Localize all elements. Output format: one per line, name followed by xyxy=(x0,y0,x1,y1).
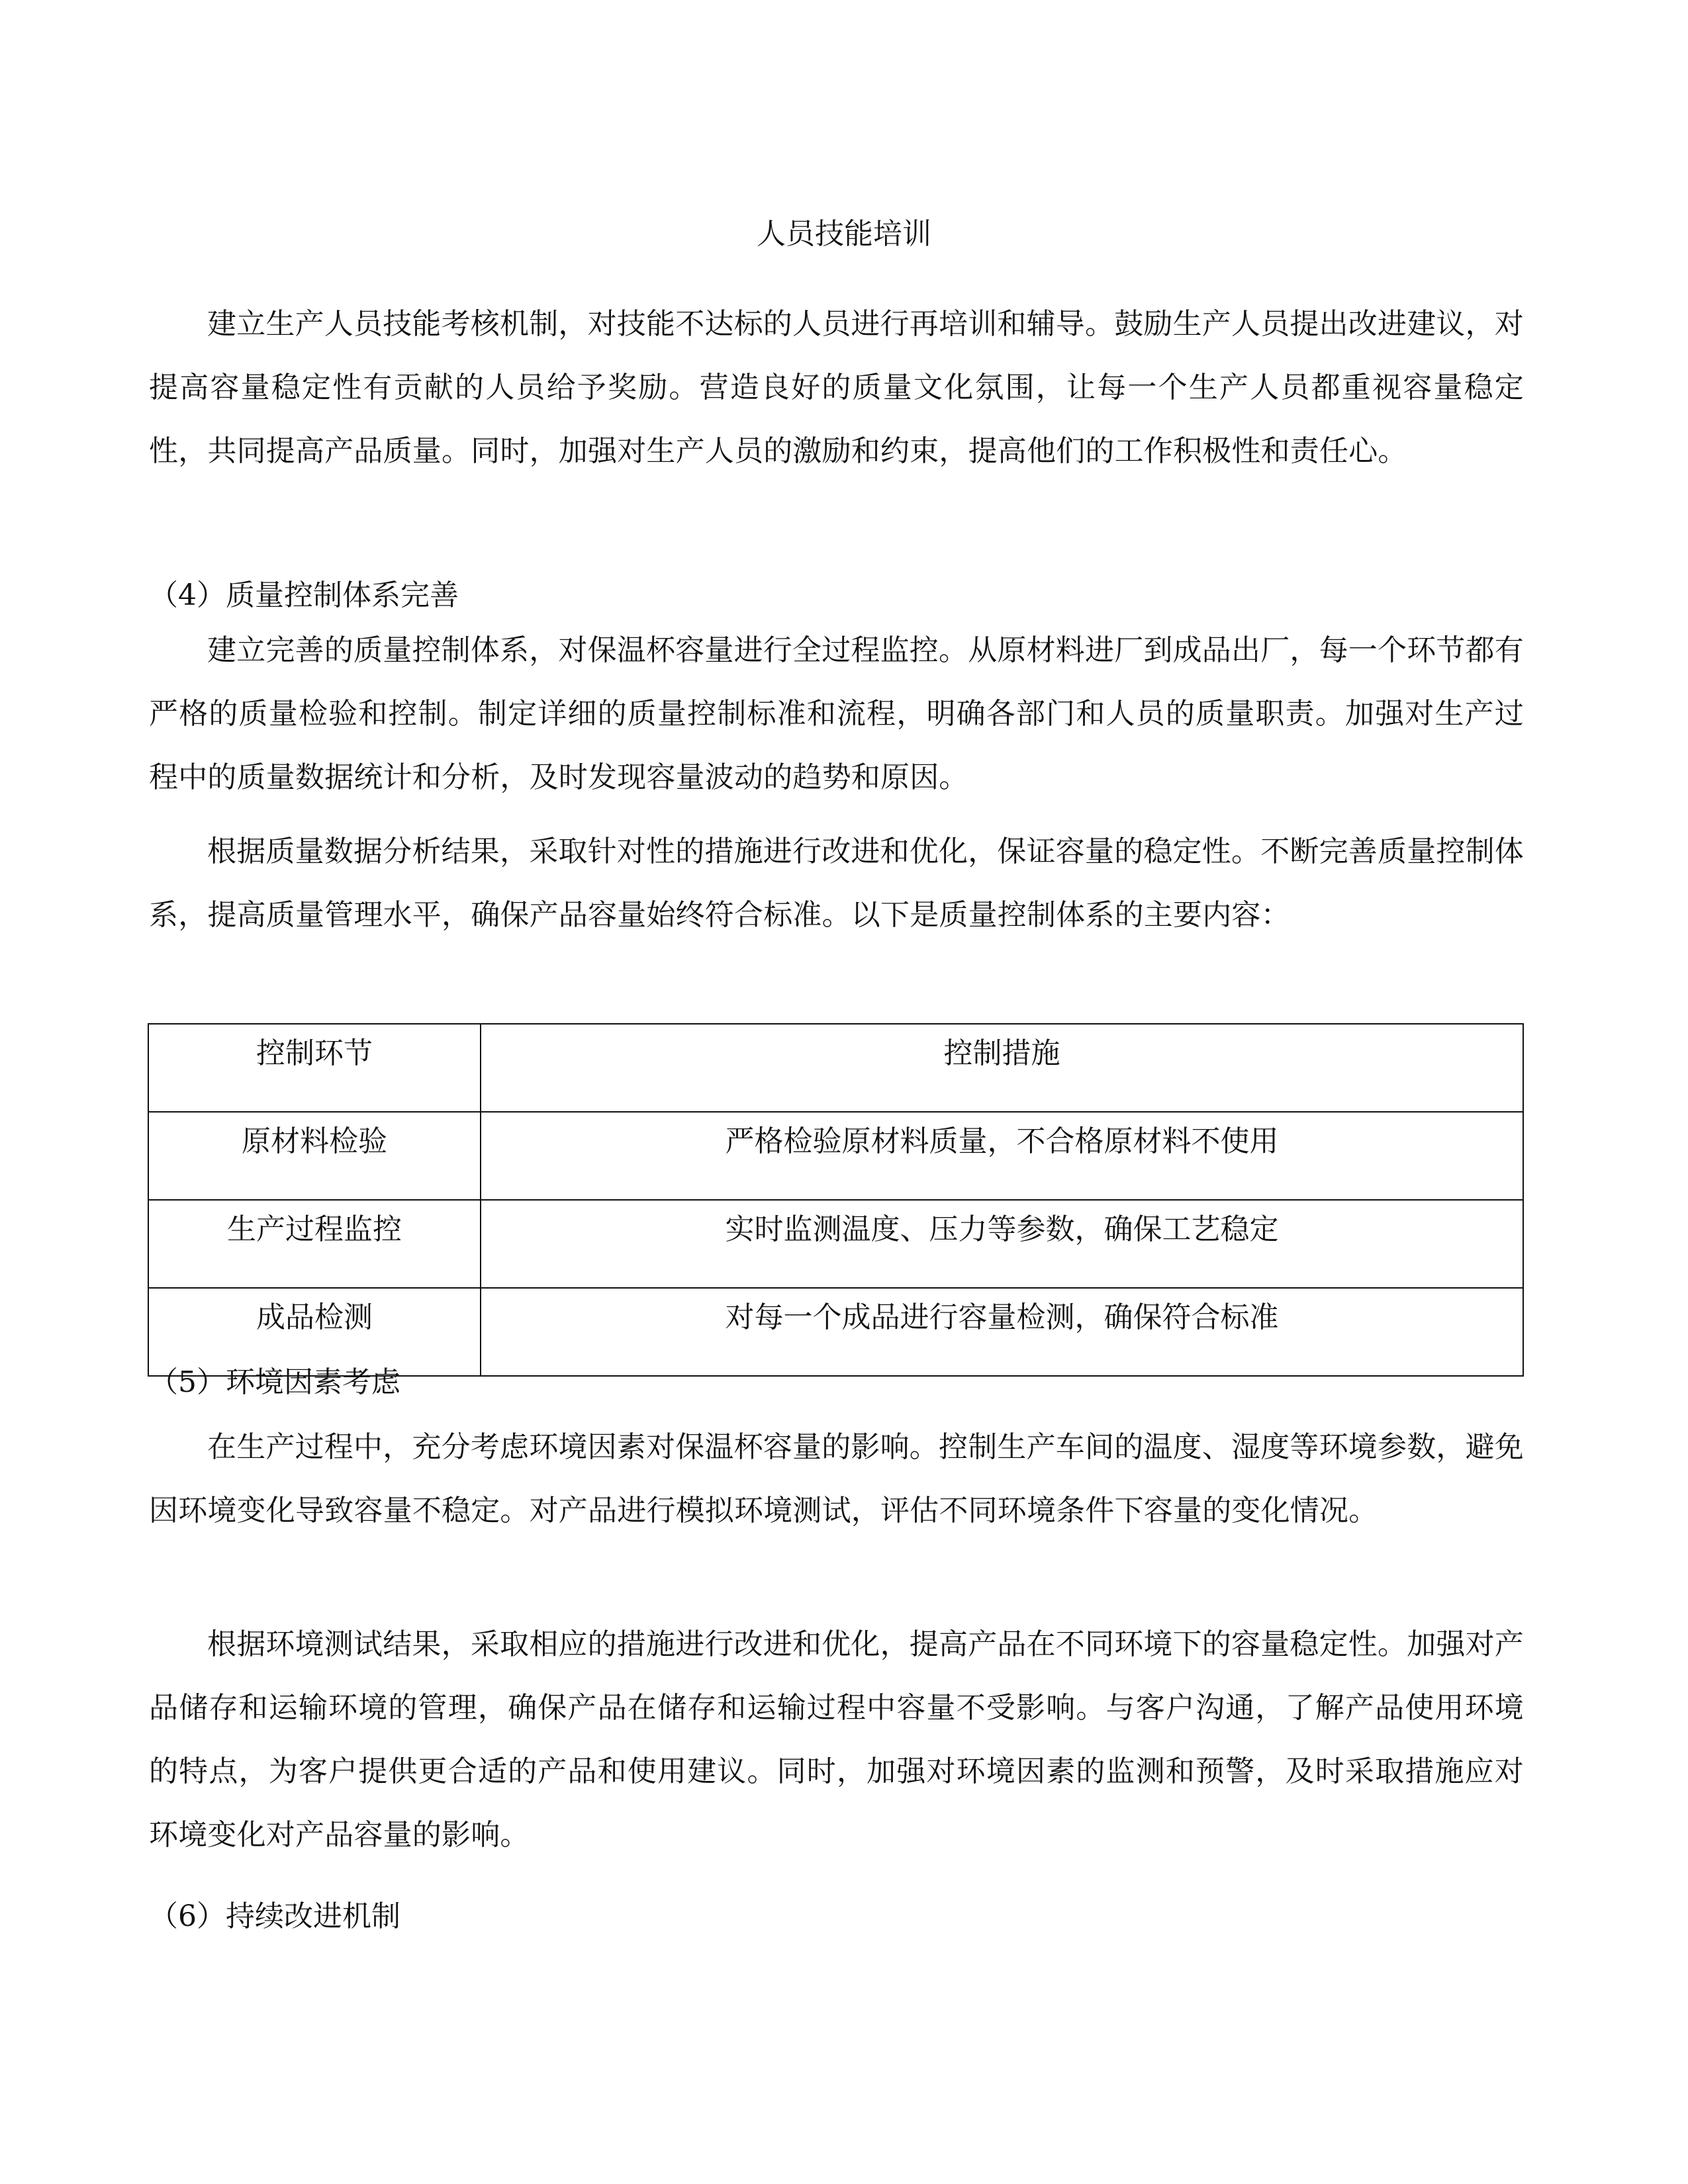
paragraph-environment-factors: 在生产过程中，充分考虑环境因素对保温杯容量的影响。控制生产车间的温度、湿度等环境参数，避免因环境变化导致容量不稳定。对产品进行模拟环境测试，评估不同环境条件下容量的变化情况。 xyxy=(149,1430,1524,1527)
paragraph-quality-system: 建立完善的质量控制体系，对保温杯容量进行全过程监控。从原材料进厂到成品出厂，每一个环节都有严格的质量检验和控制。制定详细的质量控制标准和流程，明确各部门和人员的质量职责。加强对生产过程中的质量数据统计和分析，及时发现容量波动的趋势和原因。 xyxy=(149,633,1524,794)
table-cell: 实时监测温度、压力等参数，确保工艺稳定 xyxy=(481,1200,1523,1288)
paragraph-skills-training: 建立生产人员技能考核机制，对技能不达标的人员进行再培训和辅导。鼓励生产人员提出改进建议，对提高容量稳定性有贡献的人员给予奖励。营造良好的质量文化氛围，让每一个生产人员都重视容量稳定性，共同提高产品质量。同时，加强对生产人员的激励和约束，提高他们的工作积极性和责任心。 xyxy=(149,307,1524,468)
section-title-continuous-improvement: （6）持续改进机制 xyxy=(149,1899,400,1933)
paragraph-quality-improvement: 根据质量数据分析结果，采取针对性的措施进行改进和优化，保证容量的稳定性。不断完善质量控制体系，提高质量管理水平，确保产品容量始终符合标准。以下是质量控制体系的主要内容： xyxy=(149,835,1524,932)
paragraph-environment-improvement: 根据环境测试结果，采取相应的措施进行改进和优化，提高产品在不同环境下的容量稳定性。加强对产品储存和运输环境的管理，确保产品在储存和运输过程中容量不受影响。与客户沟通，了解产品使用环境的特点，为客户提供更合适的产品和使用建议。同时，加强对环境因素的监测和预警，及时采取措施应对环境变化对产品容量的影响。 xyxy=(149,1627,1524,1852)
quality-control-table xyxy=(148,1023,1524,1377)
section-title-environment: （5）环境因素考虑 xyxy=(149,1365,400,1399)
section-title-quality-control: （4）质量控制体系完善 xyxy=(149,578,459,612)
table-row xyxy=(148,1112,1523,1200)
section-heading: 人员技能培训 xyxy=(757,217,931,251)
header-cell: 控制措施 xyxy=(481,1024,1523,1112)
table-cell: 对每一个成品进行容量检测，确保符合标准 xyxy=(481,1288,1523,1376)
table-cell: 成品检测 xyxy=(148,1288,481,1376)
table-cell: 生产过程监控 xyxy=(148,1200,481,1288)
header-cell: 控制环节 xyxy=(148,1024,481,1112)
table-row xyxy=(148,1200,1523,1288)
table-cell: 严格检验原材料质量，不合格原材料不使用 xyxy=(481,1112,1523,1200)
table-cell: 原材料检验 xyxy=(148,1112,481,1200)
table-header-row xyxy=(148,1024,1523,1112)
